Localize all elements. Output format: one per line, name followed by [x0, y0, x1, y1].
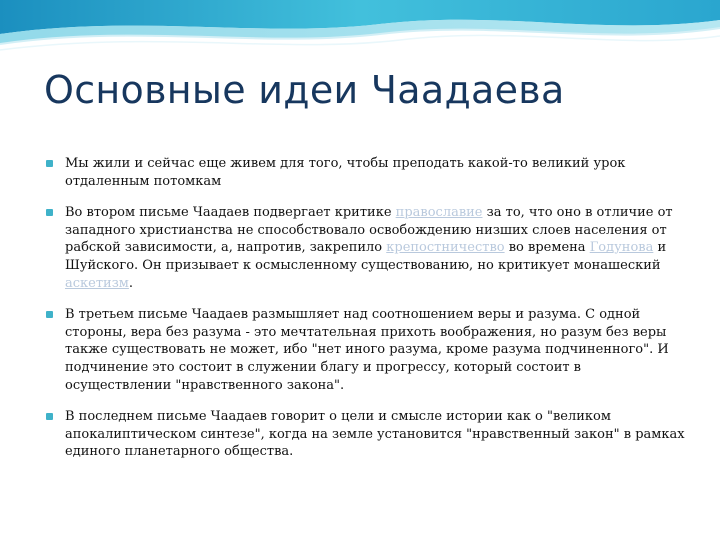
wiki-link[interactable]: православие — [395, 205, 483, 221]
bullet-text: во времена — [504, 240, 590, 256]
bullet-marker-icon — [46, 160, 53, 167]
bullet-list — [46, 155, 686, 461]
bullet-item — [46, 306, 686, 394]
bullet-text: и Шуйского. Он призывает к осмысленному существованию, но критикует монашеский — [65, 240, 667, 273]
bullet-marker-icon — [46, 413, 53, 420]
bullet-text: Мы жили и сейчас еще живем для того, чтобы преподать какой-то великий урок отдаленным потомкам — [65, 156, 626, 189]
bullet-text: В последнем письме Чаадаев говорит о цели и смысле истории как о "великом апокалиптическом синтезе", когда на земле установится "нравственный закон" в рамках единого планетарного общества. — [65, 409, 685, 460]
slide-title: Основные идеи Чаадаева — [44, 68, 565, 112]
bullet-item — [46, 204, 686, 292]
bullet-text: Во втором письме Чаадаев подвергает критике — [65, 205, 396, 221]
bullet-marker-icon — [46, 209, 53, 216]
wiki-link[interactable]: крепостничество — [386, 240, 505, 256]
wiki-link[interactable]: Годунова — [589, 240, 654, 256]
bullet-text: за то, что оно в отличие от западного христианства не способствовало освобождению низших слоев населения от рабской зависимости, а, напротив, закрепило — [65, 205, 673, 256]
bullet-item — [46, 408, 686, 461]
header-wave-decoration — [0, 0, 720, 60]
bullet-text: В третьем письме Чаадаев размышляет над соотношением веры и разума. С одной стороны, вера без разума - это мечтательная прихоть воображения, но разум без веры также существовать не может, ибо "нет иного разума, кроме разума подчиненного". И подчинение это состоит в служении благу и прогрессу, который состоит в осуществлении "нравственного закона". — [65, 307, 669, 393]
bullet-marker-icon — [46, 311, 53, 318]
wiki-link[interactable]: аскетизм — [65, 275, 129, 291]
bullet-text: . — [128, 275, 134, 291]
bullet-item — [46, 155, 686, 190]
